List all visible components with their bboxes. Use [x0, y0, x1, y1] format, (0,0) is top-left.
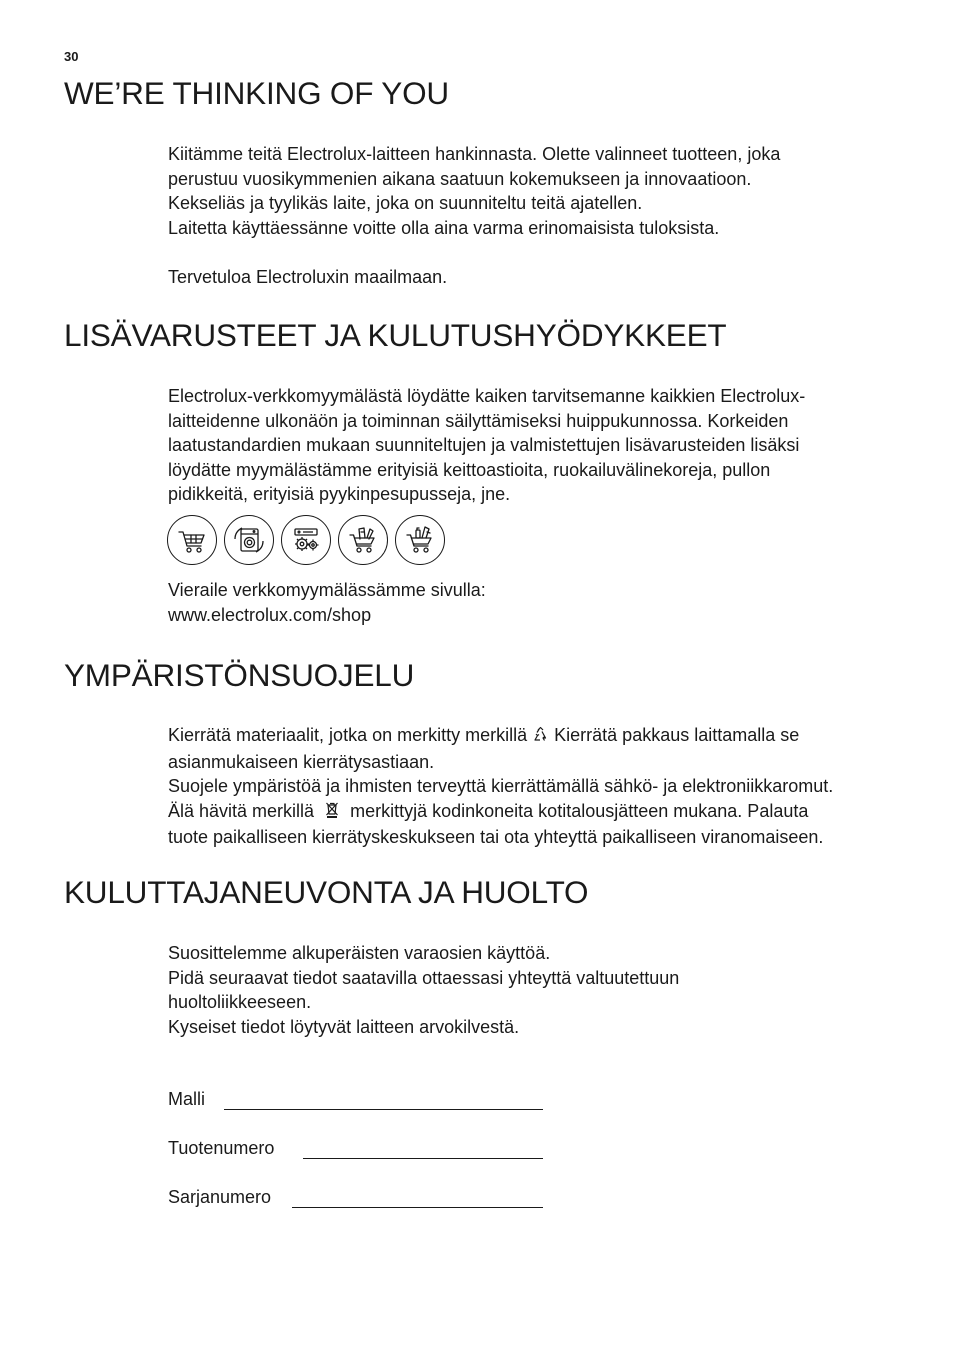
text-line: laatustandardien mukaan suunniteltujen ja valmistettujen lisävarusteiden lisäksi: [168, 435, 800, 456]
environment-paragraph: [168, 723, 833, 850]
heading-environment: YMPÄRISTÖNSUOJELU: [64, 657, 415, 693]
text-line: pidikkeitä, erityisiä pyykinpesupusseja, jne.: [168, 484, 511, 505]
shop-icons-row: [167, 515, 445, 565]
product-number-fill-line: [303, 1158, 543, 1159]
text-line: tuote paikalliseen kierrätyskeskukseen tai ota yhteyttä paikalliseen viranomaiseen.: [168, 827, 824, 848]
shopping-cart-icon: [167, 515, 217, 565]
accessories-paragraph: [168, 384, 805, 507]
text-line: Kyseiset tiedot löytyvät laitteen arvokilvestä.: [168, 1016, 520, 1037]
model-label: Malli: [168, 1089, 206, 1109]
welcome-text: Tervetuloa Electroluxin maailmaan.: [168, 267, 448, 287]
appliance-parts-icon: [281, 515, 331, 565]
model-field[interactable]: [168, 1089, 544, 1115]
heading-thinking-of-you: WE’RE THINKING OF YOU: [64, 75, 449, 111]
crossed-bin-icon: [325, 801, 339, 826]
text-line: [168, 723, 833, 750]
heading-accessories: LISÄVARUSTEET JA KULUTUSHYÖDYKKEET: [64, 317, 727, 353]
product-number-field[interactable]: [168, 1138, 544, 1164]
text-line: Kekseliäs ja tyylikäs laite, joka on suunniteltu teitä ajatellen.: [168, 193, 643, 214]
text-fragment: Kierrätä materiaalit, jotka on merkitty merkillä: [168, 725, 528, 745]
text-line: Laitetta käyttäessänne voitte olla aina varma erinomaisista tuloksista.: [168, 217, 720, 238]
washing-machine-icon: [224, 515, 274, 565]
text-line: Suosittelemme alkuperäisten varaosien käyttöä.: [168, 943, 551, 963]
text-fragment: Älä hävitä merkillä: [168, 800, 315, 821]
text-line: [168, 799, 833, 826]
text-line: asianmukaiseen kierrätysastiaan.: [168, 751, 435, 772]
recycle-icon: [532, 725, 549, 750]
text-fragment: Kierrätä pakkaus laittamalla se: [554, 725, 800, 745]
serial-number-field[interactable]: [168, 1187, 544, 1213]
text-line: Kiitämme teitä Electrolux-laitteen hankinnasta. Olette valinneet tuotteen, joka: [168, 144, 781, 164]
heading-service: KULUTTAJANEUVONTA JA HUOLTO: [64, 874, 589, 910]
intro-paragraph: [168, 142, 780, 240]
text-line: Electrolux-verkkomyymälästä löydätte kaiken tarvitsemanne kaikkien Electrolux-: [168, 386, 806, 406]
text-line: perustuu vuosikymmenien aikana saatuun kokemukseen ja innovaatioon.: [168, 168, 752, 189]
shop-visit: [168, 578, 486, 627]
page-number: 30: [64, 49, 79, 64]
model-fill-line: [224, 1109, 543, 1110]
cart-cleaning-icon: [395, 515, 445, 565]
serial-number-label: Sarjanumero: [168, 1187, 272, 1207]
service-paragraph: [168, 941, 679, 1039]
visit-text: Vieraile verkkomyymälässämme sivulla:: [168, 580, 486, 600]
text-line: laitteidenne ulkonäön ja toiminnan säilyttämiseksi huippukunnossa. Korkeiden: [168, 410, 789, 431]
text-line: Pidä seuraavat tiedot saatavilla ottaessasi yhteyttä valtuutettuun: [168, 967, 680, 988]
shop-url-link[interactable]: www.electrolux.com/shop: [168, 604, 372, 625]
text-line: löydätte myymälästämme erityisiä keittoastioita, ruokailuvälinekoreja, pullon: [168, 459, 771, 480]
cart-dishwasher-icon: [338, 515, 388, 565]
serial-number-fill-line: [292, 1207, 543, 1208]
text-line: Suojele ympäristöä ja ihmisten terveyttä kierrättämällä sähkö- ja elektroniikkaromut.: [168, 776, 834, 797]
text-line: huoltoliikkeeseen.: [168, 992, 312, 1013]
product-number-label: Tuotenumero: [168, 1138, 275, 1158]
text-fragment: merkittyjä kodinkoneita kotitalousjätteen mukana. Palauta: [350, 800, 809, 821]
